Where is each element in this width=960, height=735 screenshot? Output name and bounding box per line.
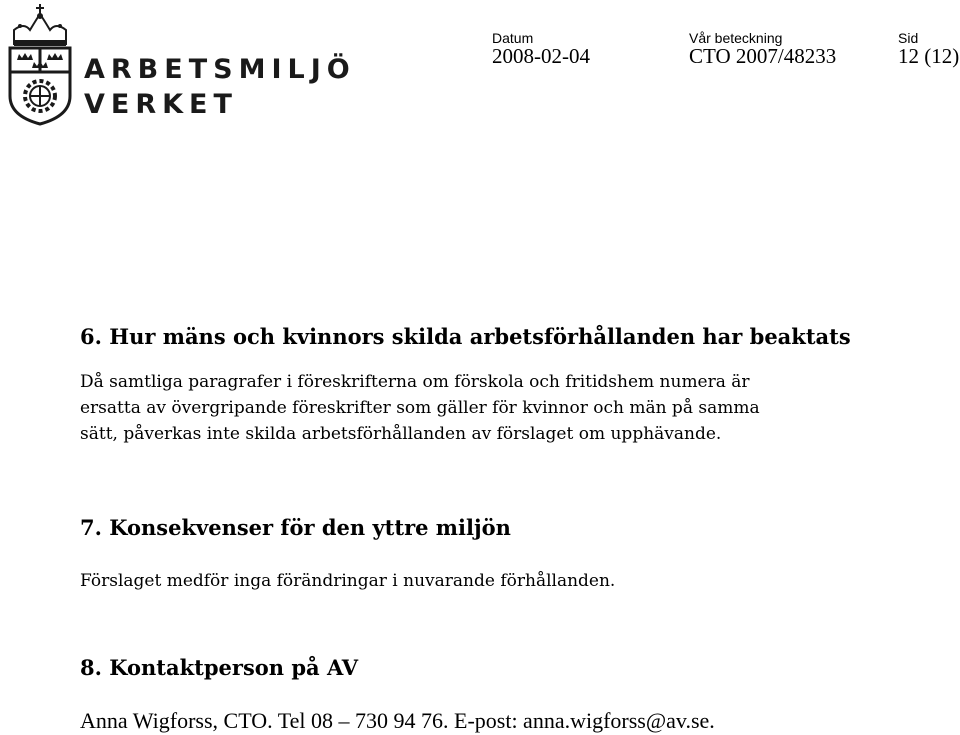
reference-label: Vår beteckning — [689, 30, 783, 46]
page-label: Sid — [898, 30, 919, 46]
date-label: Datum — [492, 30, 534, 46]
section-8-heading: 8. Kontaktperson på AV — [80, 655, 359, 680]
section-6-paragraph — [80, 369, 760, 447]
section-6-heading: 6. Hur mäns och kvinnors skilda arbetsförhållanden har beaktats — [80, 324, 851, 349]
date-value: 2008-02-04 — [492, 44, 590, 68]
section-7-paragraph — [80, 568, 615, 594]
logo-wordmark-line-1: ARBETSMILJÖ — [84, 54, 356, 85]
paragraph-line: ersatta av övergripande föreskrifter som gäller för kvinnor och män på samma — [80, 398, 760, 418]
arbetsmiljoverket-logo-icon — [0, 0, 80, 126]
reference-value: CTO 2007/48233 — [689, 44, 837, 68]
logo-wordmark-line-2: VERKET — [84, 89, 238, 120]
paragraph-line: sätt, påverkas inte skilda arbetsförhållanden av förslaget om upphävande. — [80, 424, 722, 444]
paragraph-line: Då samtliga paragrafer i föreskrifterna om förskola och fritidshem numera är — [80, 372, 750, 392]
contact-details: Anna Wigforss, CTO. Tel 08 – 730 94 76. E-post: anna.wigforss@av.se. — [80, 708, 715, 733]
paragraph-line: Förslaget medför inga förändringar i nuvarande förhållanden. — [80, 571, 616, 591]
page-number: 12 (12) — [898, 44, 960, 68]
section-7-heading: 7. Konsekvenser för den yttre miljön — [80, 515, 511, 540]
